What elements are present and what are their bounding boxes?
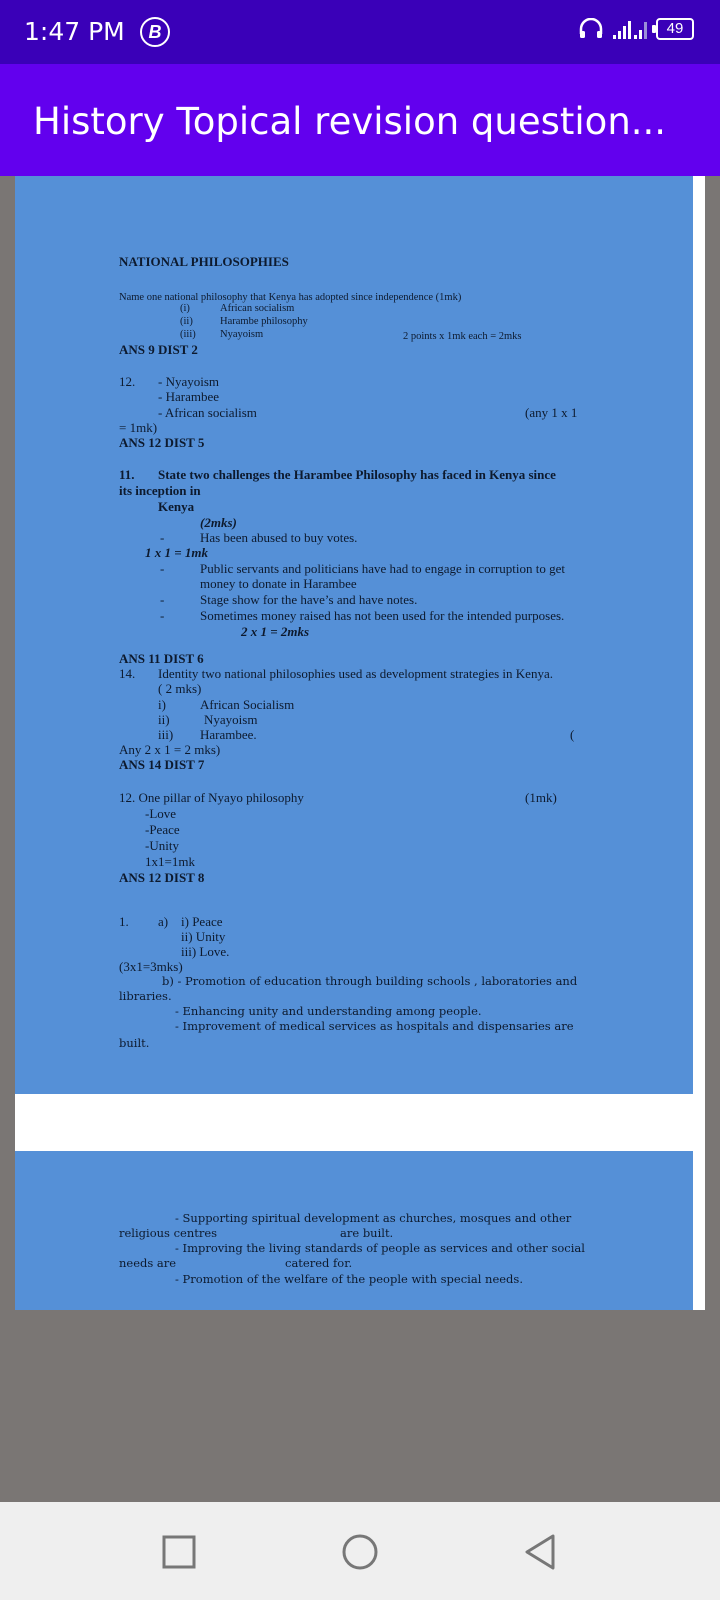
back-triangle-icon[interactable] <box>520 1532 560 1572</box>
answer-item: - Supporting spiritual development as churches, mosques and other <box>175 1211 572 1225</box>
answer-item: Nyayoism <box>204 712 258 727</box>
question-number: 12. <box>119 374 136 389</box>
question-number: 11. <box>119 467 135 482</box>
status-bar <box>0 0 720 64</box>
sub-question: a) <box>158 914 169 929</box>
question-number: 14. <box>119 666 136 681</box>
question-text: Name one national philosophy that Kenya has adopted since independence (1mk) <box>119 292 462 303</box>
question-text: Kenya <box>158 499 195 514</box>
bullet-dash: - <box>160 561 165 576</box>
answer-item: built. <box>119 1036 150 1050</box>
answer-item: - Improving the living standards of people as services and other social <box>175 1241 585 1255</box>
answer-item: b) - Promotion of education through building schools , laboratories and <box>162 974 578 988</box>
bullet-dash: - <box>160 608 165 623</box>
signal-icon <box>612 18 648 40</box>
answer-item: Has been abused to buy votes. <box>200 530 358 545</box>
answer-item: -Unity <box>145 838 179 853</box>
home-circle-icon[interactable] <box>340 1532 380 1572</box>
question-text: 12. One pillar of Nyayo philosophy <box>119 790 304 805</box>
answer-key: ANS 11 DIST 6 <box>119 651 204 666</box>
app-title: History Topical revision question... <box>33 100 667 143</box>
answer-item: African Socialism <box>200 697 295 712</box>
answer-item: - Improvement of medical services as hospitals and dispensaries are <box>175 1019 574 1033</box>
marks-text: Any 2 x 1 = 2 mks) <box>119 742 221 757</box>
answer-item: Public servants and politicians have had to engage in corruption to get <box>200 561 565 576</box>
marks-text: (3x1=3mks) <box>119 959 183 974</box>
answer-item: i) Peace <box>181 914 223 929</box>
answer-item: iii) Love. <box>181 944 230 959</box>
b-badge-icon: B <box>140 17 170 47</box>
marks-text: ( 2 mks) <box>158 681 202 696</box>
answer-item: - Enhancing unity and understanding among people. <box>175 1004 482 1018</box>
answer-item: - African socialism <box>158 405 257 420</box>
answer-item: -Love <box>145 806 177 821</box>
answer-item: libraries. <box>119 989 172 1003</box>
answer-item: Stage show for the have’s and have notes. <box>200 592 418 607</box>
question-text: its inception in <box>119 483 201 498</box>
answer-item: needs are <box>119 1256 177 1270</box>
navigation-bar <box>0 1502 720 1600</box>
roman-numeral: (iii) <box>180 329 196 340</box>
answer-item: money to donate in Harambee <box>200 576 357 591</box>
answer-item: Nyayoism <box>220 329 264 340</box>
roman-numeral: i) <box>158 697 166 712</box>
marks-text: (1mk) <box>525 790 557 805</box>
marks-text: = 1mk) <box>119 420 158 435</box>
pdf-page-2[interactable] <box>15 1151 693 1310</box>
bullet-dash: - <box>160 592 165 607</box>
answer-item: -Peace <box>145 822 180 837</box>
marks-text: (any 1 x 1 <box>525 405 578 420</box>
question-number: 1. <box>119 914 129 929</box>
roman-numeral: ii) <box>158 712 170 727</box>
answer-item: are built. <box>340 1226 394 1240</box>
marks-text: 1x1=1mk <box>145 854 195 869</box>
roman-numeral: (i) <box>180 303 190 314</box>
doc-heading: NATIONAL PHILOSOPHIES <box>119 254 289 269</box>
answer-item: Harambe philosophy <box>220 316 308 327</box>
answer-key: ANS 12 DIST 8 <box>119 870 205 885</box>
answer-item: Sometimes money raised has not been used for the intended purposes. <box>200 608 565 623</box>
question-text: State two challenges the Harambee Philosophy has faced in Kenya since <box>158 467 556 482</box>
battery-icon: 49 <box>656 18 694 40</box>
answer-item: religious centres <box>119 1226 218 1240</box>
marks-text: (2mks) <box>200 515 237 530</box>
answer-item: - Harambee <box>158 389 219 404</box>
roman-numeral: iii) <box>158 727 174 742</box>
answer-key: ANS 9 DIST 2 <box>119 342 198 357</box>
marks-text: 1 x 1 = 1mk <box>145 545 209 560</box>
pdf-viewer[interactable] <box>0 176 720 1502</box>
answer-item: ii) Unity <box>181 929 226 944</box>
marks-text: 2 x 1 = 2mks <box>241 624 310 639</box>
answer-key: ANS 14 DIST 7 <box>119 757 205 772</box>
answer-key: ANS 12 DIST 5 <box>119 435 205 450</box>
status-icons <box>578 18 694 40</box>
status-time: 1:47 PM <box>24 17 125 46</box>
recents-square-icon[interactable] <box>159 1532 199 1572</box>
headset-icon <box>578 18 604 40</box>
answer-item: African socialism <box>220 303 295 314</box>
marks-text: ( <box>570 727 575 742</box>
roman-numeral: (ii) <box>180 316 193 327</box>
answer-item: - Nyayoism <box>158 374 220 389</box>
app-bar <box>0 64 720 176</box>
bullet-dash: - <box>160 530 165 545</box>
marks-text: 2 points x 1mk each = 2mks <box>403 331 522 342</box>
answer-item: - Promotion of the welfare of the people with special needs. <box>175 1272 523 1286</box>
question-text: Identity two national philosophies used as development strategies in Kenya. <box>158 666 553 681</box>
answer-item: catered for. <box>285 1256 353 1270</box>
pdf-page-1[interactable] <box>15 176 693 1094</box>
answer-item: Harambee. <box>200 727 257 742</box>
